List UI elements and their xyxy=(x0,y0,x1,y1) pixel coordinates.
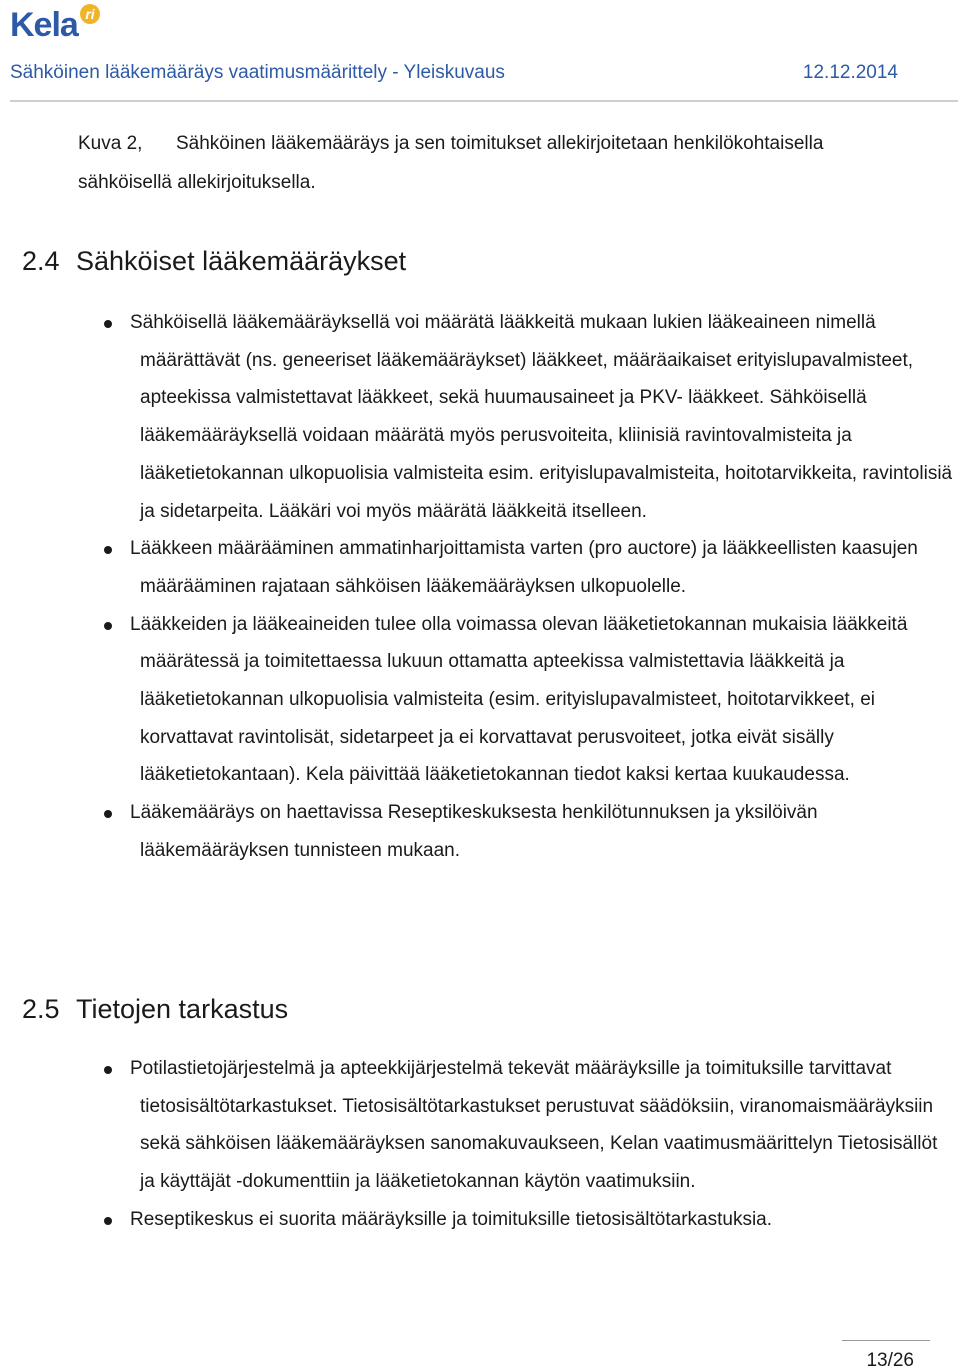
bullet-icon xyxy=(104,1066,112,1074)
section-number: 2.5 xyxy=(22,994,60,1024)
figure-caption xyxy=(78,124,938,202)
bullet-icon xyxy=(104,810,112,818)
logo-badge-text: ri xyxy=(85,6,95,22)
page-number: 13/26 xyxy=(866,1350,914,1371)
list-item: Sähköisellä lääkemääräyksellä voi määrätä lääkkeitä mukaan lukien lääkeaineen nimellä määrättävät (ns. geneeriset lääkemääräykset) lääkkeet, määräaikaiset erityislupavalmisteet, apteekissa valmistettavat lääkkeet, sekä huumausaineet ja PKV- lääkkeet. Sähköisellä lääkemääräyksellä voidaan määrätä myös perusvoiteita, kliinisiä ravintovalmisteita ja lääketietokannan ulkopuolisia valmisteita esim. erityislupavalmisteita, hoitotarvikkeita, ravintolisiä ja sidetarpeita. Lääkäri voi myös määrätä lääkkeitä itselleen. xyxy=(0,304,960,530)
section-title: Tietojen tarkastus xyxy=(76,994,289,1024)
section-heading-2-4 xyxy=(22,246,406,277)
bullet-icon xyxy=(104,546,112,554)
kela-logo xyxy=(10,4,100,46)
caption-text-line1: Sähköinen lääkemääräys ja sen toimitukset allekirjoitetaan henkilökohtaisella xyxy=(176,133,824,154)
section-heading-2-5 xyxy=(22,994,288,1025)
logo-text: Kela xyxy=(10,6,78,44)
page-header xyxy=(10,62,898,88)
bullet-icon xyxy=(104,1217,112,1225)
list-item: Potilastietojärjestelmä ja apteekkijärjestelmä tekevät määräyksille ja toimituksille tarvittavat tietosisältötarkastukset. Tietosisältötarkastukset perustuvat säädöksiin, viranomaismääräyksiin sekä sähköisen lääkemääräyksen sanomakuvaukseen, Kelan vaatimusmäärittelyn Tietosisällöt ja käyttäjät -dokumenttiin ja lääketietokannan käytön vaatimuksiin. xyxy=(0,1050,960,1201)
section-title: Sähköiset lääkemääräykset xyxy=(76,246,407,276)
caption-text-line2: sähköisellä allekirjoituksella. xyxy=(78,172,316,193)
logo-badge-icon xyxy=(80,4,100,24)
bullet-icon xyxy=(104,622,112,630)
footer-divider xyxy=(842,1340,930,1341)
bullet-icon xyxy=(104,320,112,328)
document-date: 12.12.2014 xyxy=(802,62,898,83)
document-title: Sähköinen lääkemääräys vaatimusmäärittely - Yleiskuvaus xyxy=(10,62,505,83)
list-item: Reseptikeskus ei suorita määräyksille ja toimituksille tietosisältötarkastuksia. xyxy=(0,1201,960,1239)
list-item: Lääkkeiden ja lääkeaineiden tulee olla voimassa olevan lääketietokannan mukaisia lääkkeitä määrätessä ja toimitettaessa lukuun ottamatta apteekissa valmistettavia lääkkeitä ja lääketietokannan ulkopuolisia valmisteita (esim. erityislupavalmisteet, hoitotarvikkeet, ei korvattavat ravintolisät, sidetarpeet ja ei korvattavat perusvoiteet, jotka eivät sisälly lääketietokantaan). Kela päivittää lääketietokannan tiedot kaksi kertaa kuukaudessa. xyxy=(0,606,960,795)
section-2-5-list xyxy=(0,1050,960,1239)
section-2-4-list xyxy=(0,304,960,870)
section-number: 2.4 xyxy=(22,246,60,276)
list-item: Lääkkeen määrääminen ammatinharjoittamista varten (pro auctore) ja lääkkeellisten kaasujen määrääminen rajataan sähköisen lääkemääräyksen ulkopuolelle. xyxy=(0,530,960,605)
caption-label: Kuva 2, xyxy=(78,133,143,154)
list-item: Lääkemääräys on haettavissa Reseptikeskuksesta henkilötunnuksen ja yksilöivän lääkemääräyksen tunnisteen mukaan. xyxy=(0,794,960,869)
header-divider xyxy=(10,100,958,102)
